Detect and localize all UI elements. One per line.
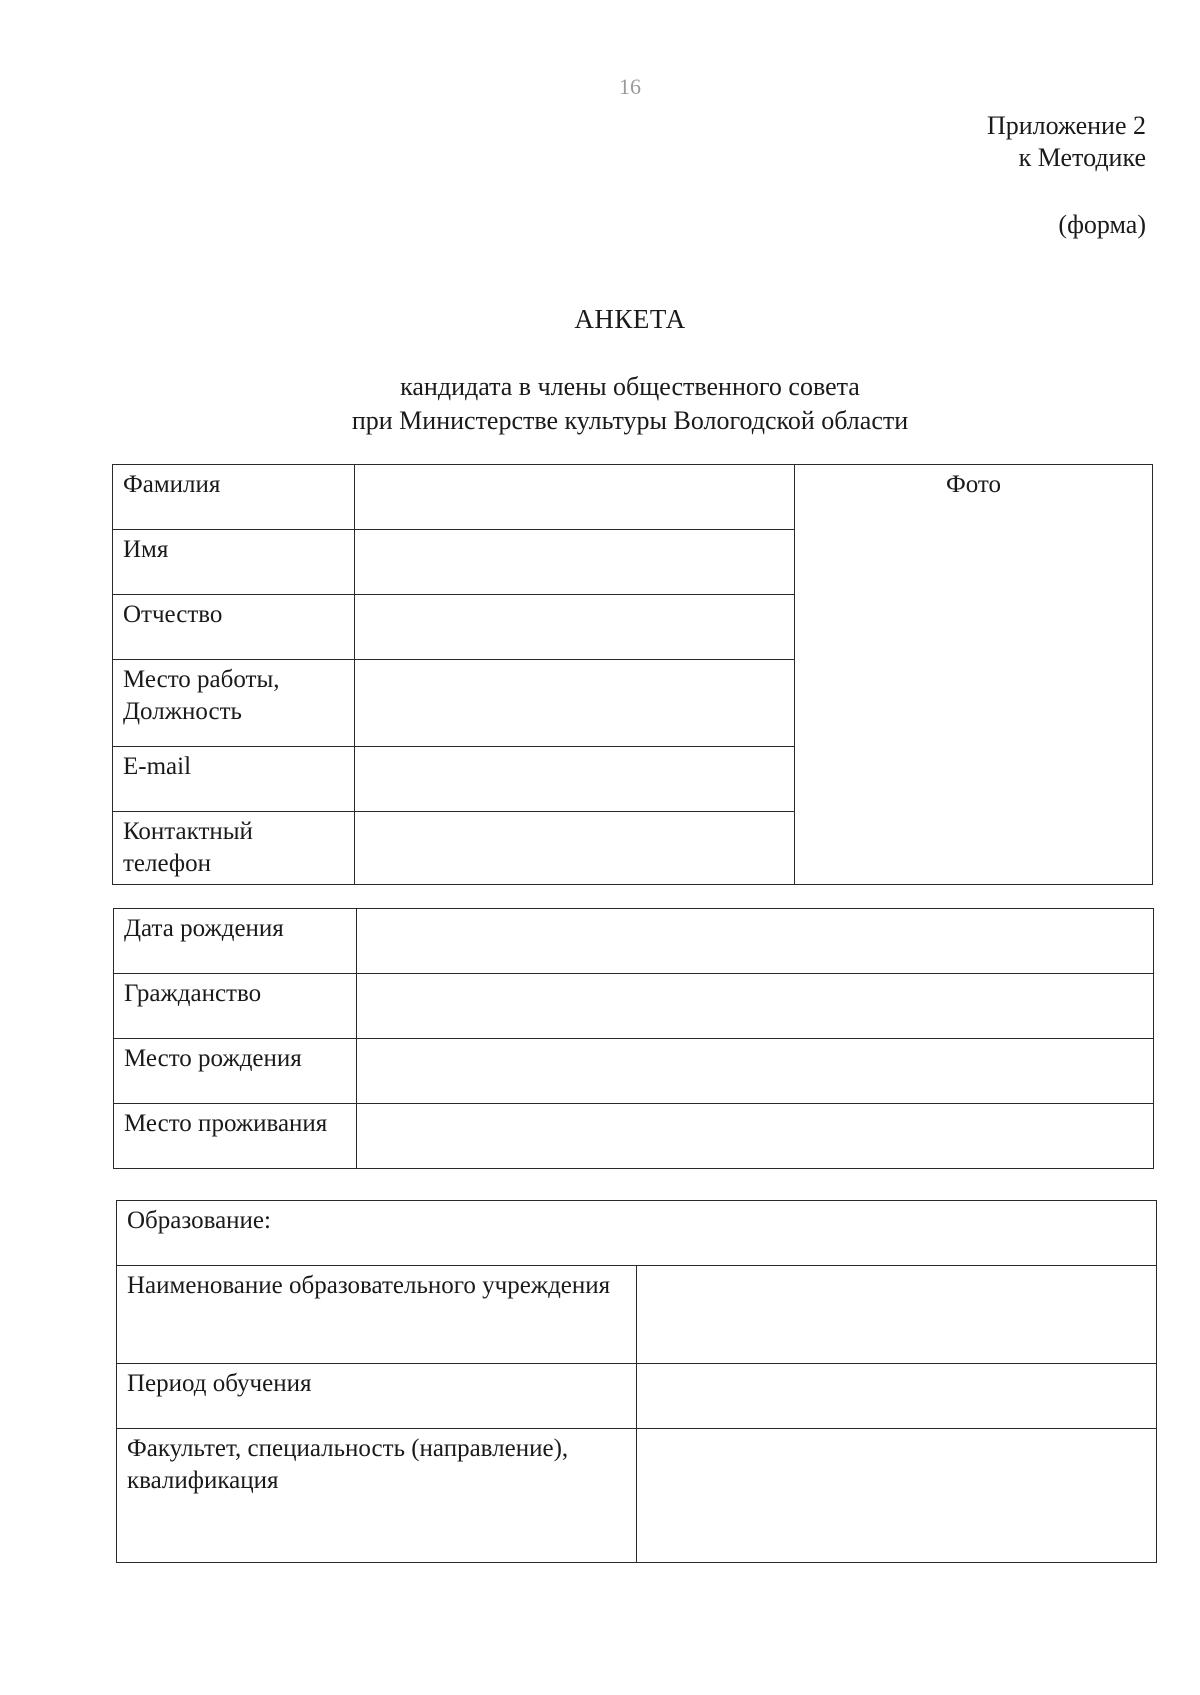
label-phone: Контактный телефон <box>113 812 355 885</box>
appendix-line-2: к Методике <box>1018 143 1146 172</box>
document-title: АНКЕТА <box>574 304 686 334</box>
label-surname: Фамилия <box>113 465 355 530</box>
appendix-reference <box>987 110 1146 174</box>
field-residence[interactable] <box>357 1104 1154 1169</box>
subtitle-line-1: кандидата в члены общественного совета <box>400 372 860 401</box>
label-first-name: Имя <box>113 530 355 595</box>
label-birth-date: Дата рождения <box>114 909 357 974</box>
document-subtitle <box>0 370 1200 438</box>
field-patronymic[interactable] <box>355 595 795 660</box>
label-institution: Наименование образовательного учреждения <box>117 1266 637 1364</box>
field-institution[interactable] <box>637 1266 1157 1364</box>
field-workplace-position[interactable] <box>355 660 795 747</box>
education-header: Образование: <box>117 1201 1157 1266</box>
field-phone[interactable] <box>355 812 795 885</box>
photo-placeholder[interactable]: Фото <box>795 465 1153 885</box>
label-faculty-specialty: Факультет, специальность (направление), квалификация <box>117 1429 637 1563</box>
personal-data-table <box>112 464 1153 885</box>
form-note: (форма) <box>1058 210 1146 239</box>
page-number: 16 <box>619 74 641 99</box>
field-birth-place[interactable] <box>357 1039 1154 1104</box>
field-email[interactable] <box>355 747 795 812</box>
field-faculty-specialty[interactable] <box>637 1429 1157 1563</box>
field-birth-date[interactable] <box>357 909 1154 974</box>
subtitle-line-2: при Министерстве культуры Вологодской области <box>351 406 909 435</box>
field-surname[interactable] <box>355 465 795 530</box>
education-table <box>116 1200 1157 1563</box>
label-residence: Место проживания <box>114 1104 357 1169</box>
label-citizenship: Гражданство <box>114 974 357 1039</box>
label-patronymic: Отчество <box>113 595 355 660</box>
appendix-line-1: Приложение 2 <box>986 111 1146 140</box>
label-email: E-mail <box>113 747 355 812</box>
field-first-name[interactable] <box>355 530 795 595</box>
label-study-period: Период обучения <box>117 1364 637 1429</box>
label-workplace-position: Место работы, Должность <box>113 660 355 747</box>
field-citizenship[interactable] <box>357 974 1154 1039</box>
biographical-data-table <box>113 908 1154 1169</box>
label-birth-place: Место рождения <box>114 1039 357 1104</box>
field-study-period[interactable] <box>637 1364 1157 1429</box>
